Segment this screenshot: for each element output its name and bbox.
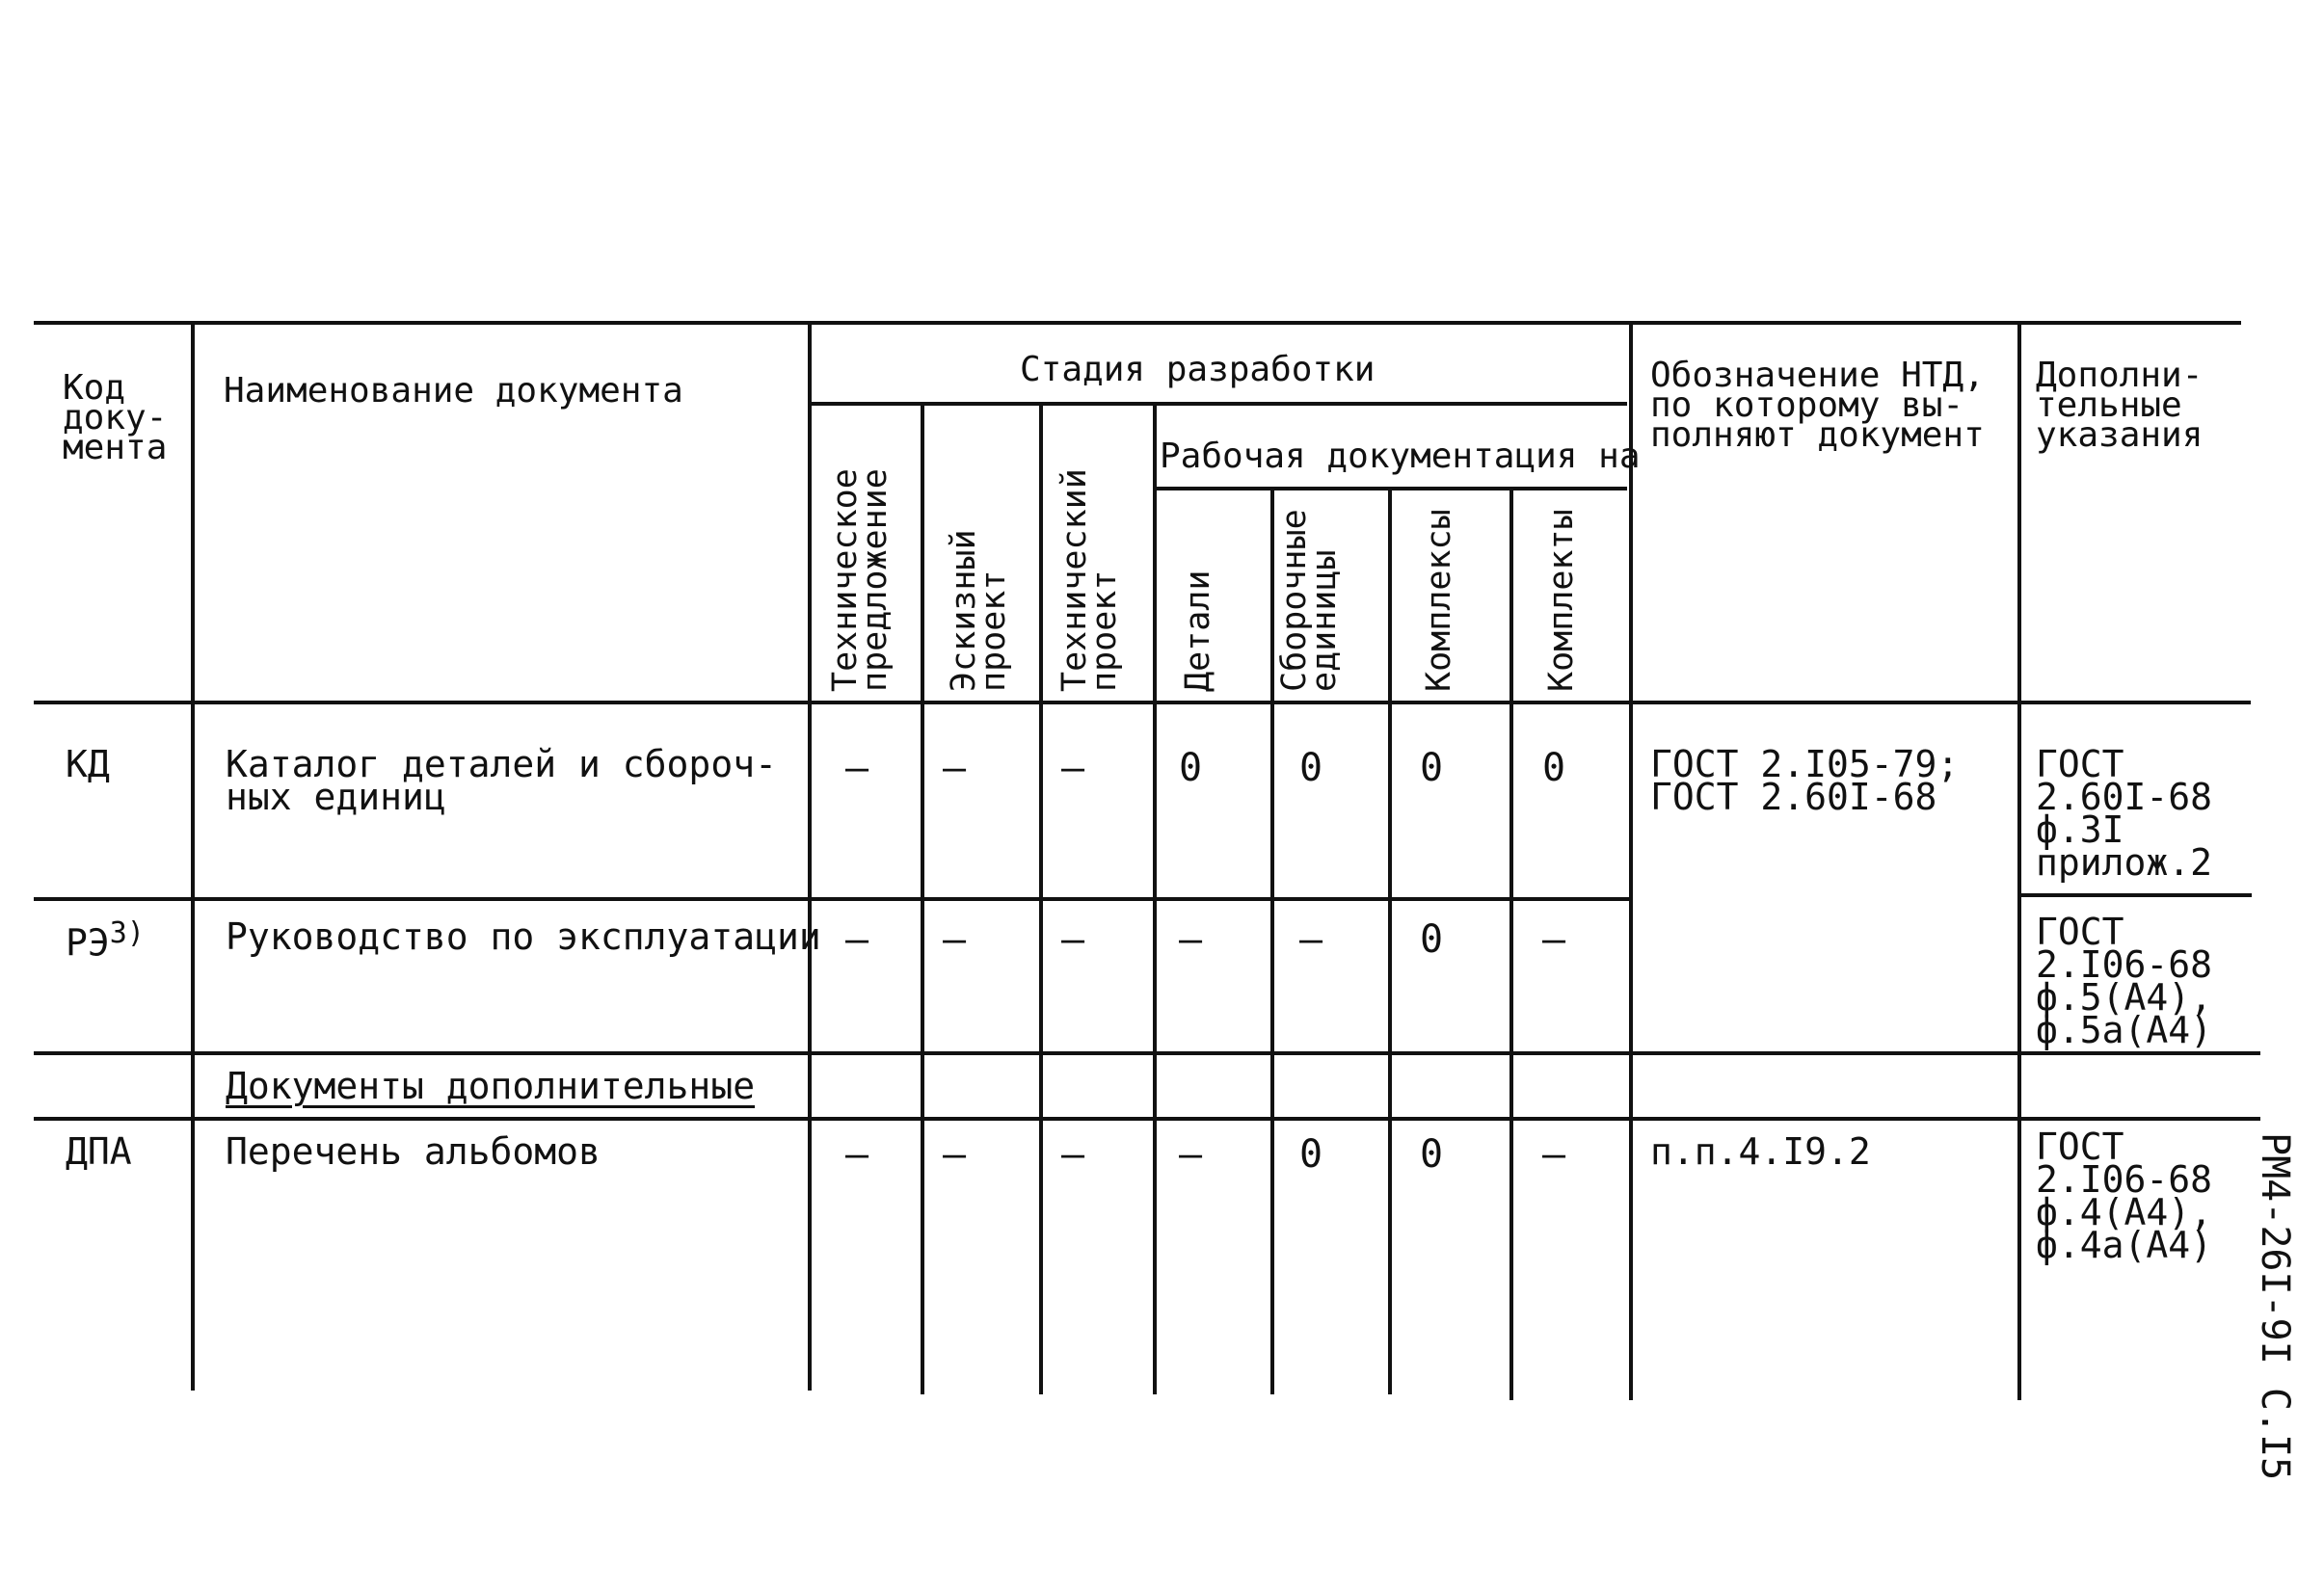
row1-bottom-rule-right bbox=[2020, 893, 2252, 897]
col-stage4-divider bbox=[1270, 487, 1274, 1394]
header-name: Наименование документа bbox=[224, 371, 683, 411]
header-ntd: Обозначение НТД, по которому вы- полняют документ bbox=[1650, 356, 1985, 455]
header-stage-col-2: Эскизный проект bbox=[945, 529, 1013, 692]
header-stage: Стадия разработки bbox=[1020, 350, 1376, 389]
row3-mark-4: – bbox=[1178, 1132, 1203, 1177]
row1-ntd: ГОСТ 2.I05-79; ГОСТ 2.60I-68 bbox=[1650, 743, 1960, 818]
header-stage-col-1: Техническое предложение bbox=[826, 468, 895, 692]
header-extra: Дополни- тельные указания bbox=[2036, 356, 2204, 455]
header-stage-col-4: Детали bbox=[1179, 570, 1217, 692]
row1-mark-2: – bbox=[942, 746, 967, 790]
section-bottom-rule bbox=[34, 1117, 2260, 1121]
row1-name: Каталог деталей и сбороч- ных единиц bbox=[226, 743, 777, 818]
col-name-divider bbox=[808, 321, 812, 1391]
row2-mark-4: – bbox=[1178, 917, 1203, 962]
col-stage5-divider bbox=[1388, 487, 1392, 1394]
row2-mark-7: – bbox=[1541, 917, 1566, 962]
header-stage-col-7: Комплекты bbox=[1542, 509, 1581, 692]
row1-mark-4: 0 bbox=[1178, 746, 1203, 790]
row3-ntd: п.п.4.I9.2 bbox=[1650, 1130, 1871, 1173]
row1-extra: ГОСТ 2.60I-68 ф.3I прилож.2 bbox=[2036, 743, 2213, 884]
row2-extra: ГОСТ 2.I06-68 ф.5(А4), ф.5а(А4) bbox=[2036, 911, 2213, 1051]
col-stage6-divider bbox=[1509, 487, 1513, 1400]
page-reference: РМ4-26I-9I С.I5 bbox=[2253, 1132, 2297, 1481]
header-stage-col-3: Технический проект bbox=[1055, 468, 1124, 692]
col-code-divider bbox=[191, 321, 195, 1391]
row3-code: ДПА bbox=[66, 1130, 132, 1173]
row2-code-footnote: 3) bbox=[109, 916, 145, 950]
row2-mark-5: – bbox=[1298, 917, 1323, 962]
row3-mark-1: – bbox=[844, 1132, 869, 1177]
table-top-rule bbox=[34, 321, 2241, 325]
header-code: Код доку- мента bbox=[63, 368, 168, 467]
section-heading: Документы дополнительные bbox=[226, 1065, 756, 1107]
row1-mark-3: – bbox=[1060, 746, 1085, 790]
col-ntd-divider bbox=[2017, 321, 2021, 1400]
header-working-docs: Рабочая документация на bbox=[1160, 437, 1641, 476]
row3-mark-5: 0 bbox=[1298, 1132, 1323, 1177]
col-stage1-divider bbox=[921, 402, 924, 1394]
row1-mark-7: 0 bbox=[1541, 746, 1566, 790]
row3-name: Перечень альбомов bbox=[226, 1130, 601, 1173]
row2-name: Руководство по эксплуатации bbox=[226, 915, 821, 958]
row2-mark-2: – bbox=[942, 917, 967, 962]
row2-code-text: РЭ bbox=[66, 921, 110, 965]
row2-mark-1: – bbox=[844, 917, 869, 962]
stage-header-rule bbox=[808, 402, 1627, 406]
row1-mark-6: 0 bbox=[1419, 746, 1444, 790]
header-stage-col-6: Комплексы bbox=[1420, 509, 1458, 692]
row1-mark-5: 0 bbox=[1298, 746, 1323, 790]
row1-mark-1: – bbox=[844, 746, 869, 790]
col-stage-end-divider bbox=[1629, 321, 1633, 1400]
row3-extra: ГОСТ 2.I06-68 ф.4(А4), ф.4а(А4) bbox=[2036, 1126, 2213, 1266]
row1-code: КД bbox=[66, 743, 110, 785]
row2-bottom-rule bbox=[34, 1051, 2260, 1055]
row3-mark-3: – bbox=[1060, 1132, 1085, 1177]
row2-mark-3: – bbox=[1060, 917, 1085, 962]
row2-code bbox=[66, 916, 145, 965]
header-stage-col-5: Сборочные единицы bbox=[1275, 509, 1344, 692]
col-stage2-divider bbox=[1039, 402, 1043, 1394]
row2-mark-6: 0 bbox=[1419, 917, 1444, 962]
header-bottom-rule bbox=[34, 701, 2251, 704]
row3-mark-7: – bbox=[1541, 1132, 1566, 1177]
col-stage3-divider bbox=[1153, 402, 1157, 1394]
row3-mark-6: 0 bbox=[1419, 1132, 1444, 1177]
row3-mark-2: – bbox=[942, 1132, 967, 1177]
